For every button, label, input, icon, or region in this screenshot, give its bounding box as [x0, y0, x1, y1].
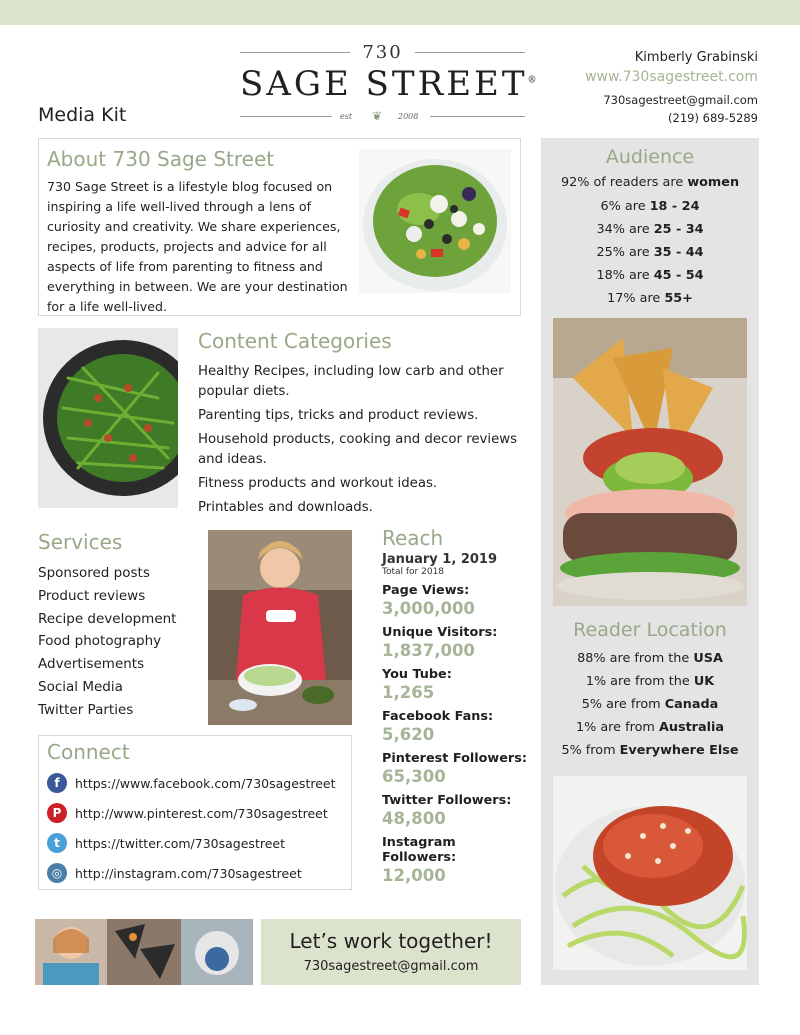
stat-label: Facebook Fans: [382, 709, 494, 724]
connect-title: Connect [47, 740, 130, 764]
reach-date: January 1, 2019 [382, 552, 497, 567]
list-item: Sponsored posts [38, 565, 150, 581]
audience-text: 92% of readers are [560, 175, 688, 190]
audience-text: 18% are [596, 268, 654, 283]
list-item: Printables and downloads. [198, 500, 373, 515]
location-text: 1% are from [575, 720, 659, 735]
stat-label: Pinterest Followers: [382, 751, 527, 766]
logo [240, 40, 537, 130]
pinterest-link[interactable] [47, 802, 328, 824]
audience-line [541, 291, 759, 306]
audience-text: 34% are [596, 222, 654, 237]
stat-label: Page Views: [382, 583, 470, 598]
location-bold: USA [693, 651, 723, 666]
location-line [541, 651, 759, 666]
logo-rule-bottom-right [430, 116, 525, 117]
list-item: Advertisements [38, 656, 145, 673]
stat-label: Instagram Followers: [382, 835, 457, 865]
stat-label: Unique Visitors: [382, 625, 498, 640]
location-line [541, 720, 759, 735]
logo-est: est [340, 112, 353, 121]
facebook-link[interactable] [47, 772, 336, 794]
burger-photo [553, 318, 747, 606]
about-section [38, 138, 521, 316]
registered-mark: ® [527, 75, 537, 86]
stat-value: 1,265 [382, 683, 435, 702]
list-item: Social Media [38, 678, 123, 695]
instagram-icon: ◎ [47, 863, 67, 883]
sidebar [541, 138, 759, 985]
audience-line [541, 268, 759, 283]
services-title: Services [38, 530, 123, 554]
cta-title: Let’s work together! [289, 929, 493, 953]
twitter-icon: t [47, 833, 67, 853]
location-line [541, 674, 759, 689]
stat-value: 48,800 [382, 809, 446, 828]
list-item: Food photography [38, 633, 162, 650]
location-bold: Canada [664, 697, 719, 712]
reach-title: Reach [382, 526, 444, 550]
audience-line [541, 199, 759, 214]
list-item: Parenting tips, tricks and product reviews. [198, 408, 479, 423]
contact-name: Kimberly Grabinski [634, 50, 758, 65]
stat-value: 65,300 [382, 767, 446, 786]
salad-photo [359, 149, 511, 293]
cta-email[interactable]: 730sagestreet@gmail.com [303, 959, 479, 974]
instagram-link[interactable] [47, 862, 302, 884]
reach-note: Total for 2018 [382, 567, 445, 577]
stat-label: You Tube: [382, 667, 452, 682]
logo-name-text: SAGE STREET [240, 64, 528, 104]
stat-value: 1,837,000 [382, 641, 475, 660]
location-text: 5% from [561, 743, 620, 758]
pinterest-icon: P [47, 803, 67, 823]
audience-text: 17% are [607, 291, 665, 306]
sage-leaf-icon: ❦ [372, 109, 383, 123]
audience-bold: women [687, 175, 740, 190]
contact-block [585, 50, 758, 125]
audience-line [541, 175, 759, 190]
location-bold: UK [693, 674, 715, 689]
location-line [541, 743, 759, 758]
twitter-url[interactable]: https://twitter.com/730sagestreet [75, 835, 285, 851]
contact-phone: (219) 689-5289 [668, 111, 758, 125]
audience-text: 25% are [596, 245, 654, 260]
content-categories-list [198, 362, 518, 522]
stat-value: 5,620 [382, 725, 435, 744]
stat-value: 12,000 [382, 866, 446, 885]
services-list [38, 562, 176, 722]
location-text: 1% are from the [585, 674, 694, 689]
connect-section [38, 735, 352, 890]
audience-bold: 25 - 34 [653, 222, 704, 237]
website-link[interactable]: www.730sagestreet.com [585, 69, 758, 85]
facebook-url[interactable]: https://www.facebook.com/730sagestreet [75, 775, 336, 791]
list-item: Product reviews [38, 587, 146, 604]
green-beans-photo [38, 328, 178, 508]
audience-bold: 18 - 24 [649, 199, 700, 214]
work-together-banner [261, 919, 521, 985]
content-categories-title: Content Categories [198, 329, 392, 353]
logo-year: 2008 [398, 112, 419, 121]
list-item: Recipe development [38, 610, 177, 627]
audience-bold: 35 - 44 [653, 245, 704, 260]
audience-title: Audience [605, 146, 695, 168]
logo-name [240, 64, 537, 104]
audience-text: 6% are [600, 199, 650, 214]
location-bold: Australia [658, 720, 725, 735]
about-text: 730 Sage Street is a lifestyle blog focused on inspiring a life well-lived through a lens of curiosity and creativity. We share experiences, recipes, products, projects and advice for all aspects of life from parenting to fitness and everything in between. We are your destination for a life well-lived. [47, 179, 348, 314]
twitter-link[interactable] [47, 832, 285, 854]
audience-line [541, 245, 759, 260]
contact-email[interactable]: 730sagestreet@gmail.com [603, 93, 758, 107]
audience-bold: 55+ [664, 291, 693, 306]
audience-line [541, 222, 759, 237]
zoodles-photo [553, 776, 747, 970]
location-text: 5% are from [581, 697, 665, 712]
top-band [0, 0, 800, 25]
reach-section [382, 526, 532, 886]
stat-value: 3,000,000 [382, 599, 475, 618]
logo-rule-bottom-left [240, 116, 332, 117]
list-item: Fitness products and workout ideas. [198, 476, 438, 491]
location-line [541, 697, 759, 712]
reader-location-title: Reader Location [573, 619, 727, 641]
list-item: Twitter Parties [38, 701, 134, 718]
stat-label: Twitter Followers: [382, 793, 512, 808]
audience-bold: 45 - 54 [653, 268, 704, 283]
location-bold: Everywhere Else [619, 743, 739, 758]
child-cooking-photo [208, 530, 352, 725]
about-title: About 730 Sage Street [47, 147, 275, 171]
pinterest-url[interactable]: http://www.pinterest.com/730sagestreet [75, 805, 328, 821]
instagram-url[interactable]: http://instagram.com/730sagestreet [75, 865, 302, 881]
media-kit-title: Media Kit [38, 104, 127, 126]
facebook-icon: f [47, 773, 67, 793]
profile-photos-strip [35, 919, 253, 985]
location-text: 88% are from the [577, 651, 694, 666]
logo-rule-right [415, 52, 525, 53]
logo-number: 730 [362, 42, 403, 63]
list-item: Household products, cooking and decor reviews and ideas. [198, 432, 518, 467]
list-item: Healthy Recipes, including low carb and other popular diets. [198, 364, 504, 399]
